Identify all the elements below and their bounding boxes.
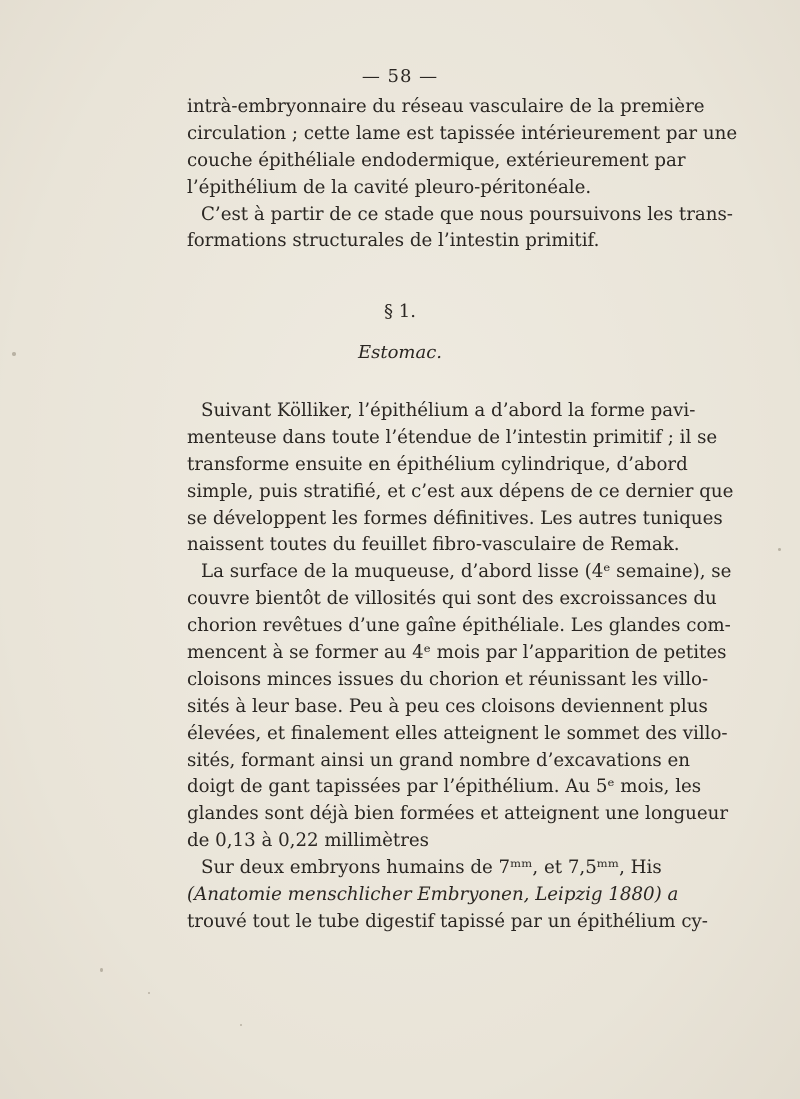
body-paragraphs bbox=[187, 398, 734, 936]
text-line: transforme ensuite en épithélium cylindrique, d’abord bbox=[187, 453, 688, 475]
paper-speck bbox=[778, 548, 781, 551]
text-line: C’est à partir de ce stade que nous poursuivons les trans- bbox=[201, 203, 733, 225]
text-line: formations structurales de l’intestin primitif. bbox=[187, 230, 600, 252]
text-line: trouvé tout le tube digestif tapissé par un épithélium cy- bbox=[187, 910, 708, 932]
page-number: — 58 — bbox=[361, 66, 439, 87]
text-line: mencent à se former au 4ᵉ mois par l’apparition de petites bbox=[187, 642, 727, 664]
text-line: simple, puis stratifié, et c’est aux dépens de ce dernier que bbox=[187, 480, 734, 502]
text-line: (Anatomie menschlicher Embryonen, Leipzig 1880) a bbox=[187, 884, 679, 906]
text-line: cloisons minces issues du chorion et réunissant les villo- bbox=[187, 668, 709, 690]
text-line: élevées, et finalement elles atteignent le sommet des villo- bbox=[187, 722, 728, 744]
text-line: sités, formant ainsi un grand nombre d’excavations en bbox=[187, 749, 690, 771]
paper-speck bbox=[100, 968, 103, 972]
paper-speck bbox=[240, 1024, 242, 1026]
text-line: naissent toutes du feuillet fibro-vasculaire de Remak. bbox=[187, 534, 680, 556]
text-line: de 0,13 à 0,22 millimètres bbox=[187, 830, 429, 852]
text-line: Suivant Kölliker, l’épithélium a d’abord la forme pavi- bbox=[201, 400, 696, 421]
text-line: intrà-embryonnaire du réseau vasculaire de la première bbox=[187, 96, 705, 117]
text-line: La surface de la muqueuse, d’abord lisse (4ᵉ semaine), se bbox=[201, 561, 732, 583]
paper-speck bbox=[148, 992, 150, 994]
text-line: circulation ; cette lame est tapissée intérieurement par une bbox=[187, 122, 738, 144]
section-mark: § 1. bbox=[384, 301, 416, 322]
text-line: sités à leur base. Peu à peu ces cloisons deviennent plus bbox=[187, 695, 708, 717]
text-line: couvre bientôt de villosités qui sont des excroissances du bbox=[187, 588, 717, 610]
text-line: chorion revêtues d’une gaîne épithéliale. Les glandes com- bbox=[187, 615, 731, 637]
paper-speck bbox=[12, 352, 16, 356]
intro-paragraph bbox=[187, 94, 738, 255]
text-line: Sur deux embryons humains de 7ᵐᵐ, et 7,5ᵐᵐ, His bbox=[201, 857, 662, 879]
text-line: doigt de gant tapissées par l’épithélium. Au 5ᵉ mois, les bbox=[187, 776, 702, 798]
section-title: Estomac. bbox=[357, 342, 443, 363]
text-line: se développent les formes définitives. Les autres tuniques bbox=[187, 507, 723, 529]
text-line: l’épithélium de la cavité pleuro-péritonéale. bbox=[187, 176, 592, 198]
text-line: menteuse dans toute l’étendue de l’intestin primitif ; il se bbox=[187, 426, 718, 448]
text-line: glandes sont déjà bien formées et atteignent une longueur bbox=[187, 803, 729, 825]
text-line: couche épithéliale endodermique, extérieurement par bbox=[187, 149, 686, 171]
